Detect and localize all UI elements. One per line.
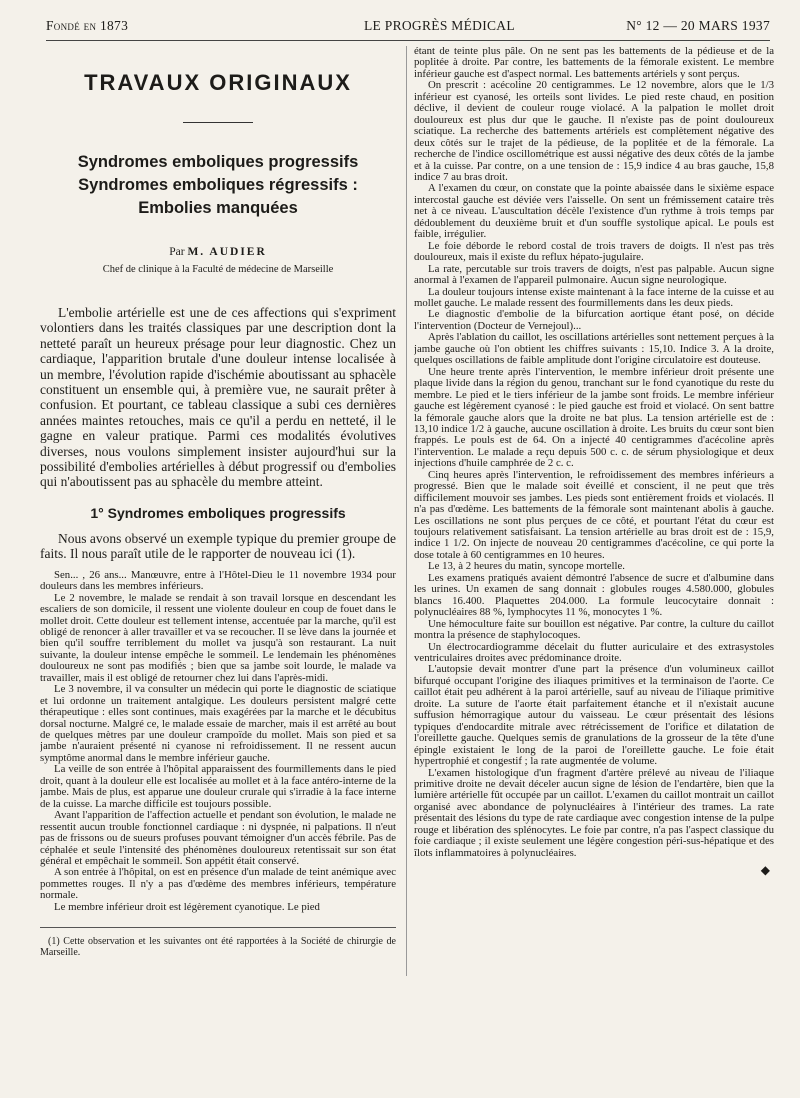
title-rule	[183, 122, 253, 123]
intro-paragraph: L'embolie artérielle est une de ces affections qui s'expriment volontiers dans les traités classiques par une description dont la netteté paraît un heureux présage pour leur diagnostic. Chez un cardiaque, l'apparition brutale d'une douleur intense localisée à un membre, l'évolution rapide d'ischémie aboutissant au sphacèle constituent un ensemble qui, à première vue, ne saurait prêter à confusion. Et pourtant, ce tableau classique a subi ces dernières années maintes retouches, mais ce qu'il a perdu en netteté, il le gagne en valeur pratique. Parmi ces modalités évolutives diverses, nous voulons simplement insister aujourd'hui sur la possibilité d'embolies artérielles à début progressif ou d'embolies qui n'aboutissent pas au sphacèle du membre atteint.	[40, 305, 396, 490]
section-title: TRAVAUX ORIGINAUX	[84, 70, 352, 95]
case-paragraph: Le diagnostic d'embolie de la bifurcation aortique étant posé, on décide l'intervention (Docteur de Vernejoul)...	[414, 308, 774, 332]
case-paragraph: Une hémoculture faite sur bouillon est négative. Par contre, la culture du caillot montra la présence de staphylocoques.	[414, 617, 774, 642]
column-rule	[406, 46, 407, 976]
case-paragraph: Sen... , 26 ans... Manœuvre, entre à l'Hôtel-Dieu le 11 novembre 1934 pour douleurs dans les membres inférieurs.	[40, 568, 396, 593]
case-paragraph: Avant l'apparition de l'affection actuelle et pendant son évolution, le malade ne ressentit aucun trouble fonctionnel cardiaque : ni dyspnée, ni palpations. Il n'eut pas de frissons ou de sueurs profuses pouvant témoigner d'un accès fébrile. Pas de céphalée et seule l'intensité des phénomènes douloureux retentissait sur son état général et empêchait le sommeil. Son appétit était conservé.	[40, 809, 396, 868]
title-line: Embolies manquées	[138, 199, 298, 217]
author-affiliation: Chef de clinique à la Faculté de médecine de Marseille	[102, 264, 334, 275]
case-paragraph: étant de teinte plus pâle. On ne sent pas les battements de la pédieuse et de la poplitée à droite. Par contre, les battements de la fémorale existent. Le membre inférieur gauche est d'aspect normal. Les battements artériels y sont perçus.	[414, 46, 774, 80]
end-mark: ◆	[760, 863, 770, 878]
subheading: 1° Syndromes emboliques progressifs	[90, 504, 346, 521]
journal-title: LE PROGRÈS MÉDICAL	[364, 18, 515, 33]
title-line: Syndromes emboliques régressifs :	[78, 176, 358, 194]
sub-intro-paragraph: Nous avons observé un exemple typique du premier groupe de faits. Il nous paraît utile de le rapporter de nouveau ici (1).	[40, 530, 396, 562]
title-line: Syndromes emboliques progressifs	[77, 153, 359, 171]
footnote: (1) Cette observation et les suivantes ont été rapportées à la Société de chirurgie de Marseille.	[40, 936, 396, 959]
case-paragraph: Le 3 novembre, il va consulter un médecin qui porte le diagnostic de sciatique et lui ordonne un traitement antalgique. Les douleurs persistent malgré cette thérapeutique : elles sont continues, mais exagérées par la marche et le décubitus dorsal nocturne. Malgré ce, le malade essaie de marcher, mais il est arrêté au bout de quelques mètres par une douleur crampoïde du mollet. Mais son pied et sa jambe n'auraient présenté ni cyanose ni refroidissement. Il ne ressent aucun symptôme anormal dans le membre inférieur gauche.	[40, 683, 396, 764]
case-paragraph: Les examens pratiqués avaient démontré l'absence de sucre et d'albumine dans les urines. Un examen de sang donnait : globules rouges 4.580.000, globules blancs 16.400. Plaquettes 204.000. La formule leucocytaire donnait : polynucléaires 88 %, lymphocytes 11 %, monocytes 1 %.	[414, 571, 774, 619]
left-column	[40, 48, 396, 1048]
author-name: M. AUDIER	[187, 246, 267, 258]
case-paragraph: A son entrée à l'hôpital, on est en présence d'un malade de teint anémique avec pommettes rouges. Il n'y a pas d'œdème des membres inférieurs, température normale.	[40, 866, 396, 902]
case-paragraph: Le foie déborde le rebord costal de trois travers de doigts. Il n'est pas très douloureux, mais il existe du reflux hépato-jugulaire.	[414, 239, 774, 264]
header-rule	[46, 40, 770, 41]
case-paragraph: On prescrit : acécoline 20 centigrammes. Le 12 novembre, alors que le 1/3 inférieur est cyanosé, les orteils sont livides. Le pied reste chaud, en position déclive, il devient de couleur rouge violacé. A la palpation le mollet droit douloureux est plus dur que le gauche. Il n'existe pas de point douloureux sciatique. La recherche des battements artériels est complètement négative des deux côtés sur le trajet de la pédieuse, de la poplitée et de la fémorale. La recherche de l'indice oscillométrique est aussi négative des deux côtés de la jambe et à la cuisse. Par contre, on a une tension de : 15,9 indice 4 au bras gauche, 15,8 indice 7 au bras droit.	[414, 79, 774, 183]
case-paragraph: A l'examen du cœur, on constate que la pointe abaissée dans le sixième espace intercostal gauche est déviée vers l'aisselle. On sent un frémissement cataire très net à ce niveau. L'auscultation décèle l'existence d'un rythme à trois temps par dédoublement du deuxième bruit et d'un souffle systolique apical. Le pouls est faible, irrégulier.	[414, 182, 774, 241]
article-title	[40, 151, 396, 220]
case-paragraph: La douleur toujours intense existe maintenant à la face interne de la cuisse et au mollet gauche. Le malade ressent des fourmillements dans les deux pieds.	[414, 285, 774, 309]
case-paragraph: Le 13, à 2 heures du matin, syncope mortelle.	[428, 560, 625, 573]
issue-number: N° 12 — 20 MARS 1937	[626, 18, 770, 33]
author-prefix: Par	[169, 246, 185, 258]
header-founded: Fondé en 1873	[46, 18, 129, 33]
case-paragraph: Cinq heures après l'intervention, le refroidissement des membres inférieurs a progressé. Bien que le malade soit éveillé et conscient, il ne peut que très difficilement mouvoir ses jambes. Les pieds sont entièrement froids et violacés. Il n'a pas d'œdème. Les battements de la fémorale sont maintenant abolis à gauche. Les oscillations ne sont plus perçues de ce côté, et pourtant l'état du cœur est toujours relativement satisfaisant. La tension artérielle au bras droit est de : 15,9, indice 1 1/2. On injecte de nouveau 20 centigrammes d'acécoline, ce qui porte la dose totale à 60 centigrammes en 10 heures.	[414, 468, 774, 561]
case-paragraph: L'autopsie devait montrer d'une part la présence d'un volumineux caillot bifurqué occupant l'origine des iliaques primitives et la terminaison de l'aorte. Ce caillot était peu adhérent à la paroi artérielle, sauf au niveau de l'iliaque primitive droite. La suture de l'aorte était parfaitement étanche et il n'existait aucune suffusion hémorragique autour du vaisseau. Le cœur présentait des lésions typiques d'endocardite mitrale avec rétrécissement de l'orifice et dilatation de l'oreillette gauche. Quelques semis de granulations de la grosseur de la tête d'une épingle existaient le long de la paroi de l'oreillette gauche. Le foie était hypertrophié et congestif ; la rate augmentée de volume.	[414, 663, 774, 768]
case-paragraph: Le membre inférieur droit est légèrement cyanotique. Le pied	[54, 900, 320, 913]
case-paragraph: Après l'ablation du caillot, les oscillations artérielles sont nettement perçues à la jambe gauche où l'on obtient les chiffres suivants : 15,10. Indice 3. A la droite, quelques oscillations de faible amplitude dont l'origine circulatoire est douteuse.	[414, 331, 774, 367]
right-column	[414, 46, 774, 1026]
page-header	[46, 18, 770, 36]
case-paragraph: La veille de son entrée à l'hôpital apparaissent des fourmillements dans le pied droit, quant à la douleur elle est localisée au mollet et à la face antéro-interne de la jambe. Mais de plus, est apparue une douleur crurale qui s'irradie à la face interne de la cuisse. La marche difficile est toujours possible.	[40, 763, 396, 810]
case-paragraph: Un électrocardiogramme décelait du flutter auriculaire et des extrasystoles ventriculaires droites avec prédominance droite.	[414, 640, 774, 665]
footnote-rule	[40, 927, 396, 928]
case-paragraph: La rate, percutable sur trois travers de doigts, n'est pas palpable. Aucun signe anormal à l'examen de l'appareil pulmonaire. Aucun signe neurologique.	[414, 262, 774, 287]
case-paragraph: L'examen histologique d'un fragment d'artère prélevé au niveau de l'iliaque primitive droite ne devait déceler aucun signe de lésion de l'endartère, bien que la lumière artérielle fût occupée par un caillot. L'examen du caillot montrait un caillot organisé avec abondance de polynucléaires à l'intérieur des trames. La rate présentait des lésions du type de rate cardiaque avec congestion intense de la pulpe rouge et libération des splénocytes. Le foie par contre, n'a pas l'aspect classique du foie cardiaque ; il existe seulement une légère congestion péri-sus-hépatique et des îlots inflammatoires à polynucléaires.	[414, 766, 774, 859]
case-paragraph: Une heure trente après l'intervention, le membre inférieur droit présente une plaque livide dans la région du genou, tranchant sur le fond cyanotique du reste du membre. Le pied et le tiers inférieur de la jambe sont froids. Le membre inférieur gauche est légèrement cyanosé : le pied gauche est froid et violacé. On sent battre la fémorale gauche alors que la droite ne bat plus. La tension artérielle est de : 13,10 indice 1/2 à gauche, aucune oscillation à droite. Les bruits du cœur sont bien frappés. Le pouls est de 64. On a injecté 40 centigrammes d'acécoline après l'intervention. Le malade a reçu depuis 500 c. c. de sérum physiologique et deux injections d'huile camphrée de 2 c. c.	[414, 365, 774, 470]
author-line	[40, 246, 396, 258]
case-paragraph: Le 2 novembre, le malade se rendait à son travail lorsque en descendant les escaliers de son domicile, il ressent une violente douleur en coup de fouet dans le mollet droit. Cette douleur est tellement intense, accentuée par la marche, qu'il est obligé de renoncer à aller travailler et va se recoucher. Il se lève dans la journée et bien qu'il souffre terriblement du mollet va jusqu'à son restaurant. La nuit suivante, la douleur intense empêche le sommeil. Le lendemain les phénomènes douloureux ne sont pas modifiés ; bien que sa jambe soit lourde, le malade va travailler, mais il est obligé de retourner chez lui dans l'après-midi.	[40, 591, 396, 684]
